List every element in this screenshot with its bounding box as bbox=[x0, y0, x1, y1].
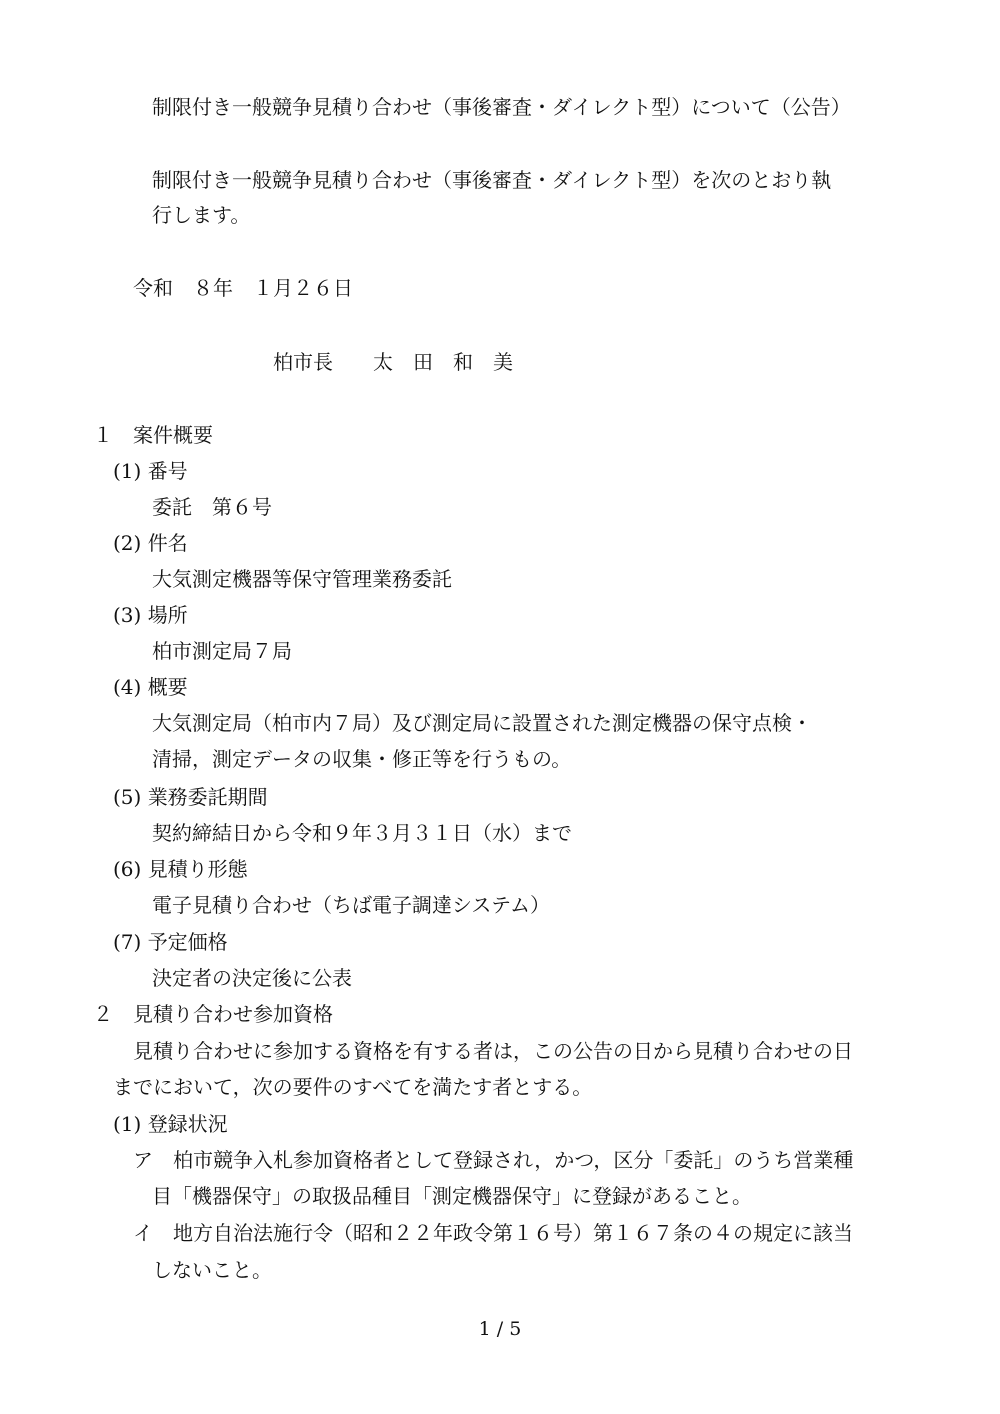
item-text: 決定者の決定後に公表 bbox=[152, 966, 352, 990]
subsection-label: (1) 登録状況 bbox=[113, 1112, 228, 1136]
section-2-intro-line-1: 見積り合わせに参加する資格を有する者は，この公告の日から見積り合わせの日 bbox=[133, 1039, 853, 1063]
notice-date: 令和 ８年 １月２６日 bbox=[133, 276, 353, 300]
item-label: (6) 見積り形態 bbox=[113, 857, 248, 881]
item-text: 清掃，測定データの収集・修正等を行うもの。 bbox=[152, 747, 572, 771]
section-2-intro-line-2: までにおいて，次の要件のすべてを満たす者とする。 bbox=[113, 1075, 593, 1099]
item-text: 委託 第６号 bbox=[152, 495, 272, 519]
requirement-a-line-2: 目「機器保守」の取扱品種目「測定機器保守」に登録があること。 bbox=[152, 1184, 752, 1208]
item-text: 大気測定局（柏市内７局）及び測定局に設置された測定機器の保守点検・ bbox=[152, 711, 812, 735]
item-text: 大気測定機器等保守管理業務委託 bbox=[152, 567, 452, 591]
section-1-heading: １ 案件概要 bbox=[93, 423, 213, 447]
requirement-i-line-2: しないこと。 bbox=[152, 1258, 272, 1282]
page-number: 1 / 5 bbox=[478, 1318, 522, 1340]
item-label: (2) 件名 bbox=[113, 531, 188, 555]
document-title: 制限付き一般競争見積り合わせ（事後審査・ダイレクト型）について（公告） bbox=[152, 95, 851, 119]
requirement-a-line-1: ア 柏市競争入札参加資格者として登録され，かつ，区分「委託」のうち営業種 bbox=[133, 1148, 854, 1172]
section-2-heading: ２ 見積り合わせ参加資格 bbox=[93, 1002, 333, 1026]
intro-line-2: 行します。 bbox=[152, 203, 251, 227]
signer: 柏市長 太 田 和 美 bbox=[273, 350, 513, 374]
item-text: 電子見積り合わせ（ちば電子調達システム） bbox=[152, 893, 550, 917]
item-label: (4) 概要 bbox=[113, 675, 188, 699]
intro-line-1: 制限付き一般競争見積り合わせ（事後審査・ダイレクト型）を次のとおり執 bbox=[152, 168, 832, 192]
item-label: (5) 業務委託期間 bbox=[113, 785, 268, 809]
requirement-i-line-1: イ 地方自治法施行令（昭和２２年政令第１６号）第１６７条の４の規定に該当 bbox=[133, 1221, 853, 1245]
item-text: 契約締結日から令和９年３月３１日（水）まで bbox=[152, 821, 572, 845]
item-text: 柏市測定局７局 bbox=[152, 639, 292, 663]
item-label: (1) 番号 bbox=[113, 459, 188, 483]
item-label: (3) 場所 bbox=[113, 603, 188, 627]
item-label: (7) 予定価格 bbox=[113, 930, 228, 954]
